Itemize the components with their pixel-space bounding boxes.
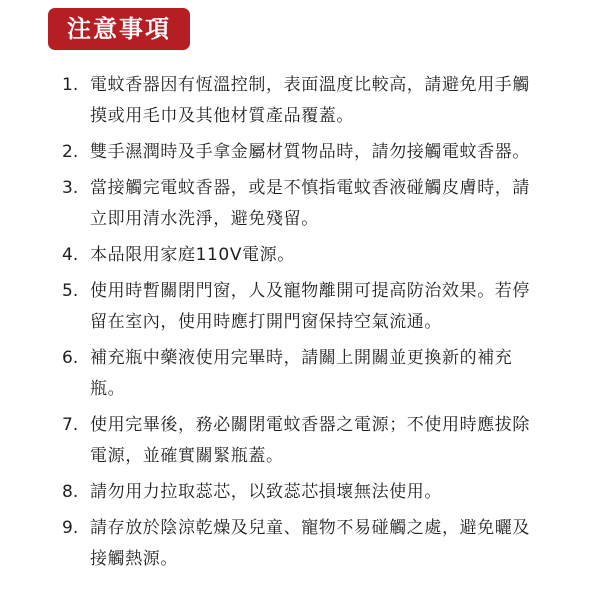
item-number: 5. bbox=[62, 281, 79, 301]
item-text: 請存放於陰涼乾燥及兒童、寵物不易碰觸之處，避免曬及接觸熱源。 bbox=[90, 518, 530, 569]
item-text: 雙手濕潤時及手拿金屬材質物品時，請勿接觸電蚊香器。 bbox=[90, 142, 530, 162]
item-number: 1. bbox=[62, 75, 79, 95]
item-text: 電蚊香器因有恆溫控制，表面溫度比較高，請避免用手觸摸或用毛巾及其他材質產品覆蓋。 bbox=[90, 75, 530, 126]
precaution-item bbox=[62, 410, 532, 472]
precaution-item bbox=[62, 477, 532, 508]
item-text: 本品限用家庭110V電源。 bbox=[90, 245, 295, 265]
precaution-item bbox=[62, 276, 532, 338]
item-text: 當接觸完電蚊香器，或是不慎指電蚊香液碰觸皮膚時，請立即用清水洗淨，避免殘留。 bbox=[90, 178, 530, 229]
item-number: 8. bbox=[62, 482, 79, 502]
precaution-item bbox=[62, 343, 532, 405]
item-number: 7. bbox=[62, 415, 79, 435]
item-text: 補充瓶中藥液使用完畢時，請關上開關並更換新的補充瓶。 bbox=[90, 348, 513, 399]
precaution-item bbox=[62, 173, 532, 235]
precaution-item bbox=[62, 137, 532, 168]
item-text: 請勿用力拉取蕊芯，以致蕊芯損壞無法使用。 bbox=[90, 482, 442, 502]
precaution-item bbox=[62, 70, 532, 132]
item-number: 3. bbox=[62, 178, 79, 198]
item-number: 2. bbox=[62, 142, 79, 162]
section-heading-badge: 注意事項 bbox=[48, 8, 190, 50]
item-text: 使用時暫關閉門窗，人及寵物離開可提高防治效果。若停留在室內，使用時應打開門窗保持空氣流通。 bbox=[90, 281, 530, 332]
precaution-item bbox=[62, 513, 532, 575]
precaution-item bbox=[62, 240, 532, 271]
item-number: 6. bbox=[62, 348, 79, 368]
item-text: 使用完畢後，務必關閉電蚊香器之電源；不使用時應拔除電源，並確實關緊瓶蓋。 bbox=[90, 415, 530, 466]
precautions-list bbox=[62, 70, 532, 580]
item-number: 9. bbox=[62, 518, 79, 538]
item-number: 4. bbox=[62, 245, 79, 265]
